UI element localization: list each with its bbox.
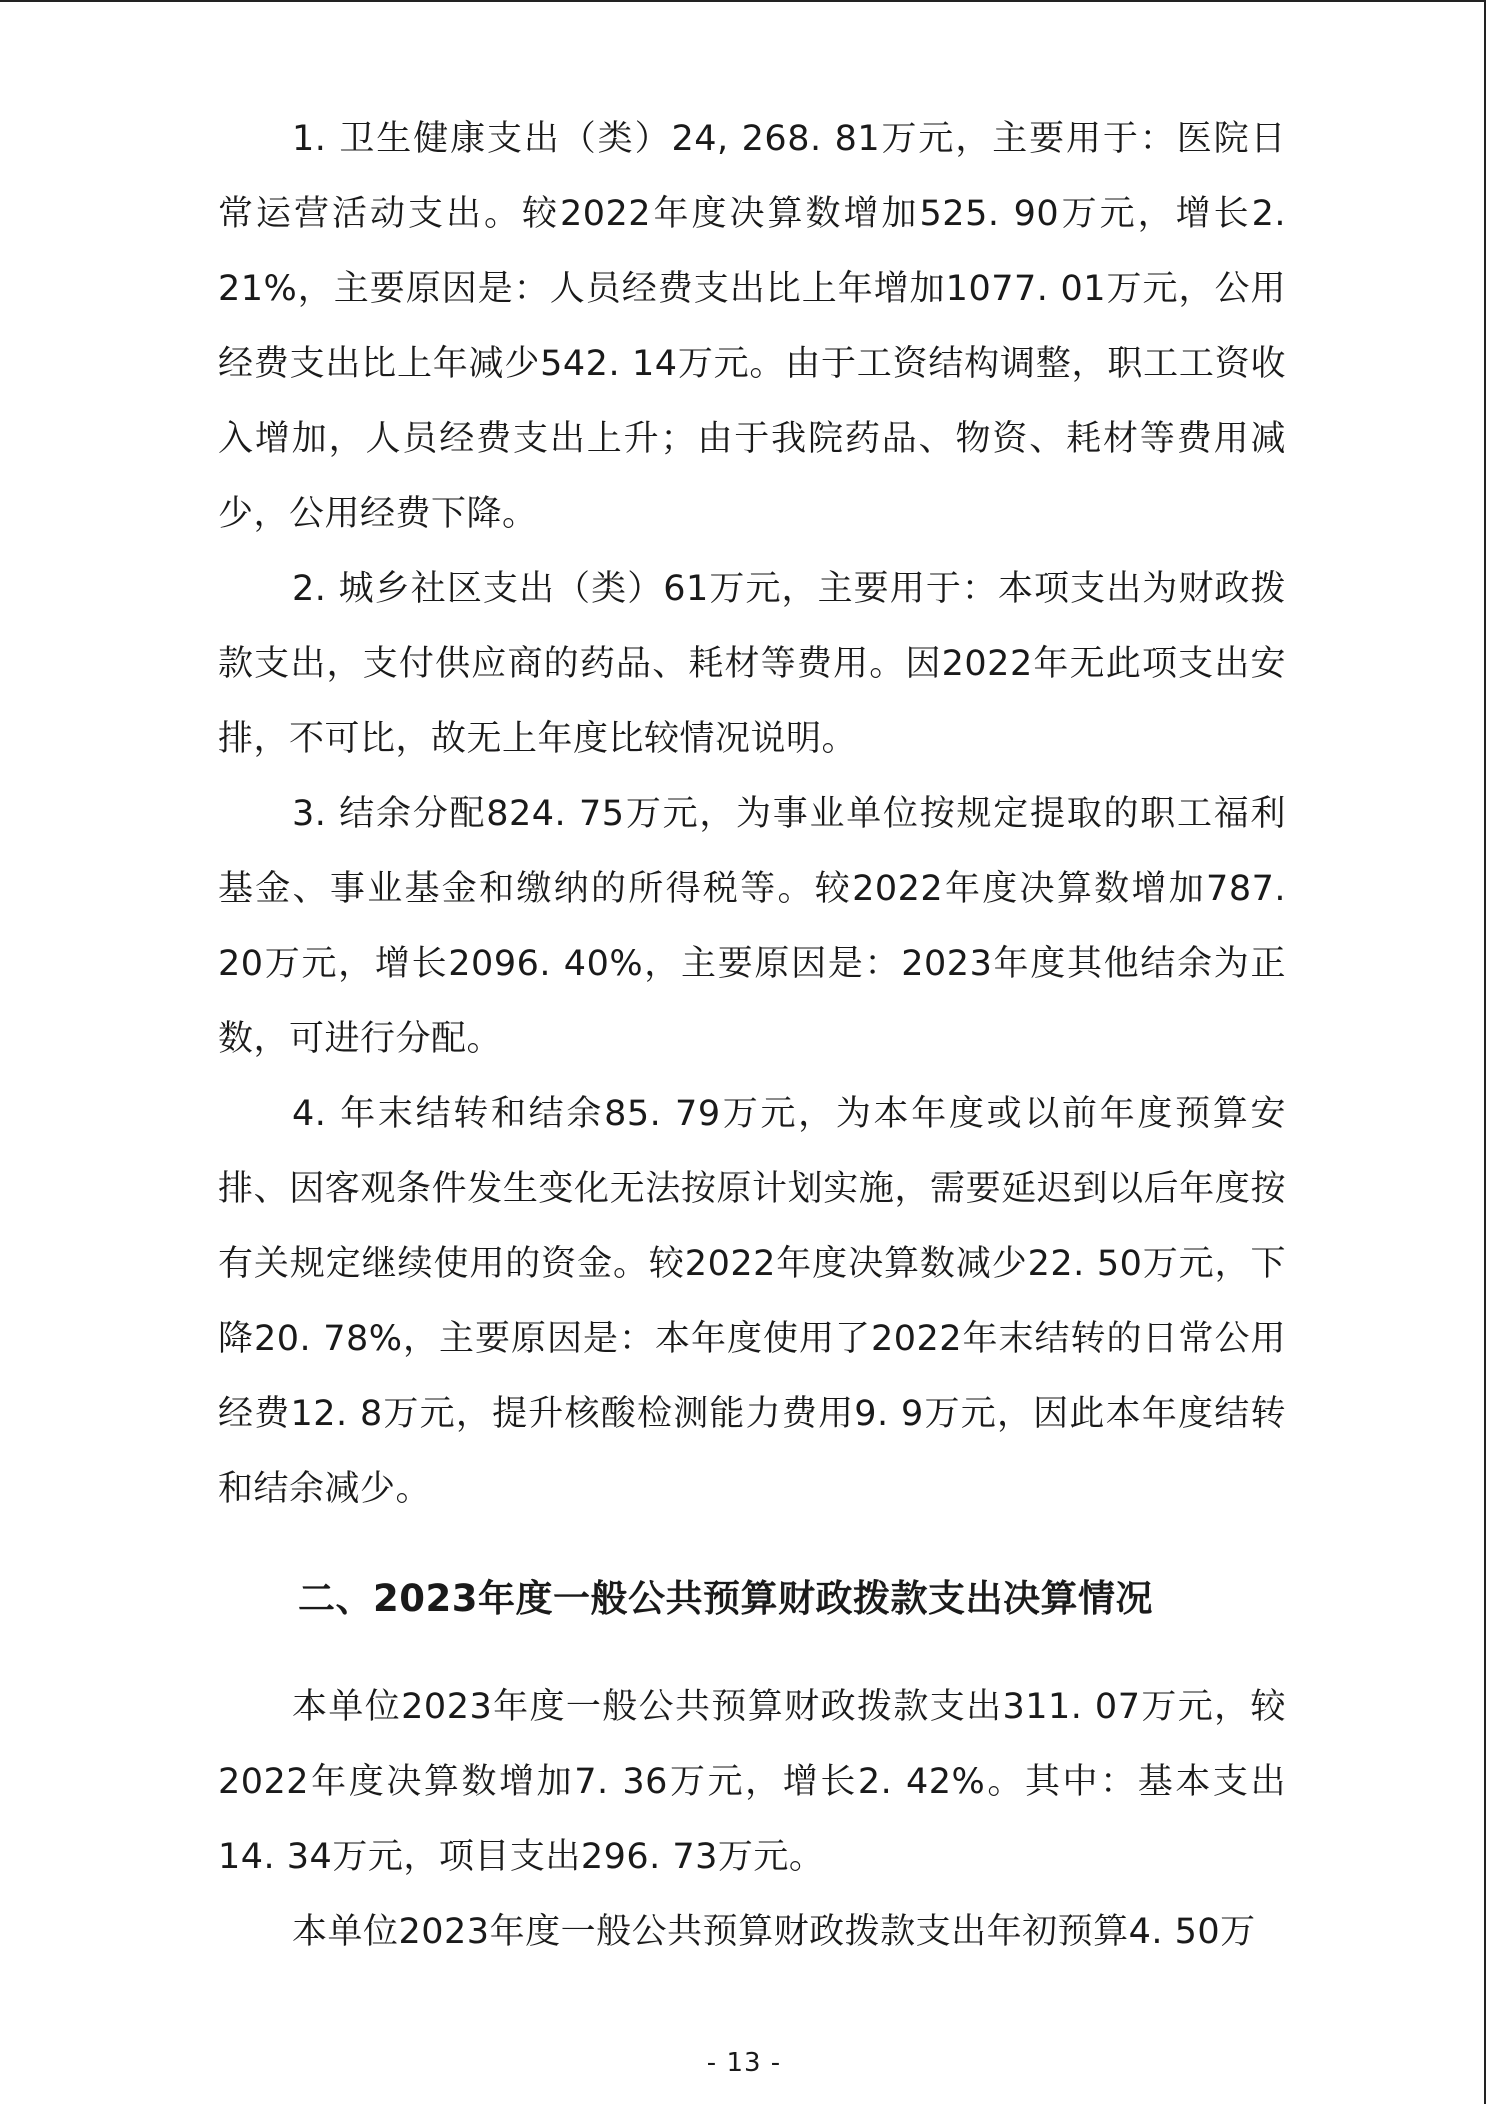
- paragraph-health-expenditure: 1. 卫生健康支出（类）24, 268. 81万元，主要用于：医院日常运营活动支出。较2022年度决算数增加525. 90万元，增长2. 21%，主要原因是：人员经费支出比上年增加1077. 01万元，公用经费支出比上年减少542. 14万元。由于工资结构调整，职工工资收入增加，人员经费支出上升；由于我院药品、物资、耗材等费用减少，公用经费下降。: [218, 119, 1286, 534]
- paragraph-urban-rural-expenditure: 2. 城乡社区支出（类）61万元，主要用于：本项支出为财政拨款支出，支付供应商的药品、耗材等费用。因2022年无此项支出安排，不可比，故无上年度比较情况说明。: [218, 569, 1286, 759]
- paragraph-general-budget-expenditure: 本单位2023年度一般公共预算财政拨款支出311. 07万元，较2022年度决算数增加7. 36万元，增长2. 42%。其中：基本支出14. 34万元，项目支出296. 73万元。: [218, 1687, 1286, 1877]
- paragraph-surplus-distribution: 3. 结余分配824. 75万元，为事业单位按规定提取的职工福利基金、事业基金和缴纳的所得税等。较2022年度决算数增加787. 20万元，增长2096. 40%，主要原因是：2023年度其他结余为正数，可进行分配。: [218, 794, 1286, 1059]
- page-content: [218, 102, 1286, 1970]
- page-number: - 13 -: [706, 2048, 782, 2078]
- paragraph-year-end-balance: 4. 年末结转和结余85. 79万元，为本年度或以前年度预算安排、因客观条件发生变化无法按原计划实施，需要延迟到以后年度按有关规定继续使用的资金。较2022年度决算数减少22. 50万元，下降20. 78%，主要原因是：本年度使用了2022年末结转的日常公用经费12. 8万元，提升核酸检测能力费用9. 9万元，因此本年度结转和结余减少。: [218, 1094, 1286, 1509]
- paragraph-initial-budget: 本单位2023年度一般公共预算财政拨款支出年初预算4. 50万: [292, 1912, 1256, 1952]
- section-heading: 二、2023年度一般公共预算财政拨款支出决算情况: [298, 1577, 1153, 1620]
